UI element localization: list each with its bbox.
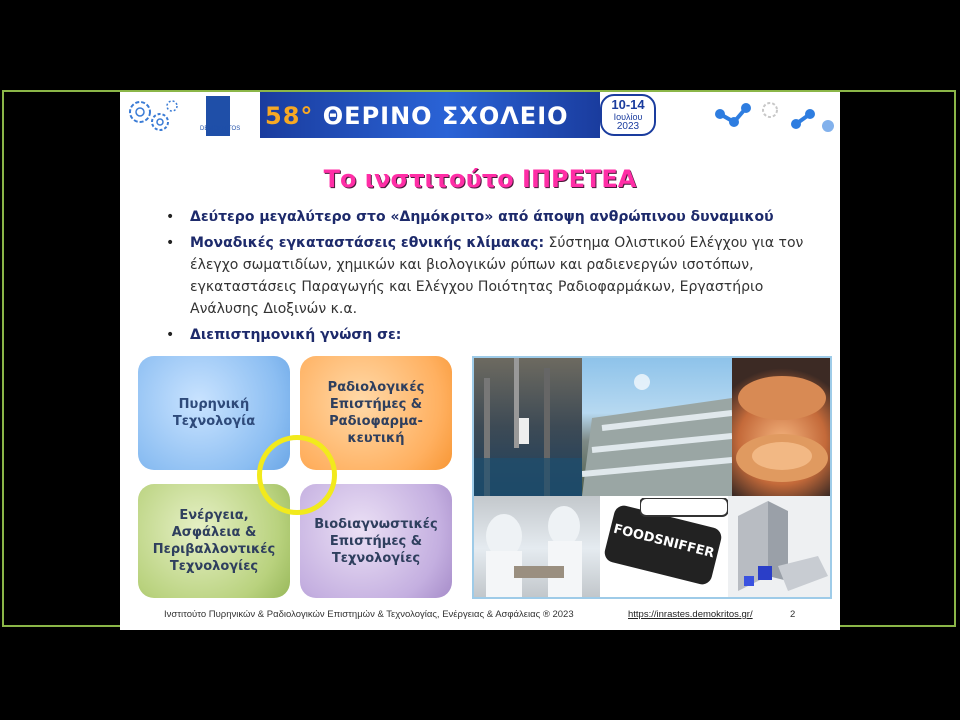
center-ring <box>257 435 337 515</box>
photo-copper-targets <box>732 358 832 496</box>
box-label: Βιοδιαγνωστικές Επιστήμες & Τεχνολογίες <box>314 516 438 566</box>
logo-caption: DEMOKRITOS <box>200 126 241 132</box>
date-days: 10-14 <box>611 97 645 112</box>
photo-reactor-pool <box>474 358 582 496</box>
footer-text: Ινστιτούτο Πυρηνικών & Ραδιολογικών Επιστημών & Τεχνολογίας, Ενέργειας & Ασφάλειας ® 2023 <box>164 609 574 620</box>
bullet-bold: Διεπιστημονική γνώση σε: <box>190 327 402 343</box>
banner-degree: ° <box>300 102 314 130</box>
date-year: 2023 <box>616 121 640 132</box>
footer-link[interactable]: https://inrastes.demokritos.gr/ <box>628 609 753 620</box>
banner-word: ΘΕΡΙΝΟ ΣΧΟΛΕΙΟ <box>322 102 569 130</box>
bullet-bold: Δεύτερο μεγαλύτερο στο «Δημόκριτο» από άποψη ανθρώπινου δυναμικού <box>190 209 774 225</box>
bullet-item <box>160 232 810 320</box>
box-label: Ενέργεια, Ασφάλεια & Περιβαλλοντικές Τεχνολογίες <box>152 508 276 574</box>
presentation-slide <box>120 92 840 630</box>
page-number: 2 <box>790 609 796 620</box>
molecule-icon <box>710 94 840 138</box>
slide-header <box>120 92 840 138</box>
device-label: FOODSNIFFER <box>611 521 716 562</box>
date-badge <box>600 94 656 136</box>
slide-title: Το ινστιτούτο ΙΠΡΕΤΕΑ <box>323 165 637 193</box>
bullet-list <box>160 206 810 350</box>
bullet-text: Σύστημα Ολιστικού Ελέγχου για τον έλεγχο σωματιδίων, χημικών και βιολογικών ρύπων και ραδιενεργών ισοτόπων, εγκαταστάσεις Παραγωγής και Ελέγχου Ποιότητας Ραδιοφαρμάκων, Εργαστήριο Ανάλυσης Διοξινών κ.α. <box>190 235 804 317</box>
photo-collage <box>472 356 832 599</box>
photo-3d-model <box>728 496 832 599</box>
banner-number: 58 <box>265 102 301 130</box>
bullet-item <box>160 206 810 228</box>
date-month: Ιουλίου <box>613 112 643 122</box>
bullet-item <box>160 324 810 346</box>
slide-footer <box>120 609 840 625</box>
gear-icon <box>122 94 182 138</box>
photo-solar-dishes <box>582 358 732 496</box>
bullet-bold: Μοναδικές εγκαταστάσεις εθνικής κλίμακας: <box>190 235 545 251</box>
photo-lab-workers <box>474 496 600 599</box>
banner-title <box>265 96 585 136</box>
box-label: Ραδιολογικές Επιστήμες & Ραδιοφαρμα- κευτική <box>327 380 425 446</box>
box-label: Πυρηνική Τεχνολογία <box>172 397 256 429</box>
photo-foodsniffer-device <box>600 496 728 599</box>
